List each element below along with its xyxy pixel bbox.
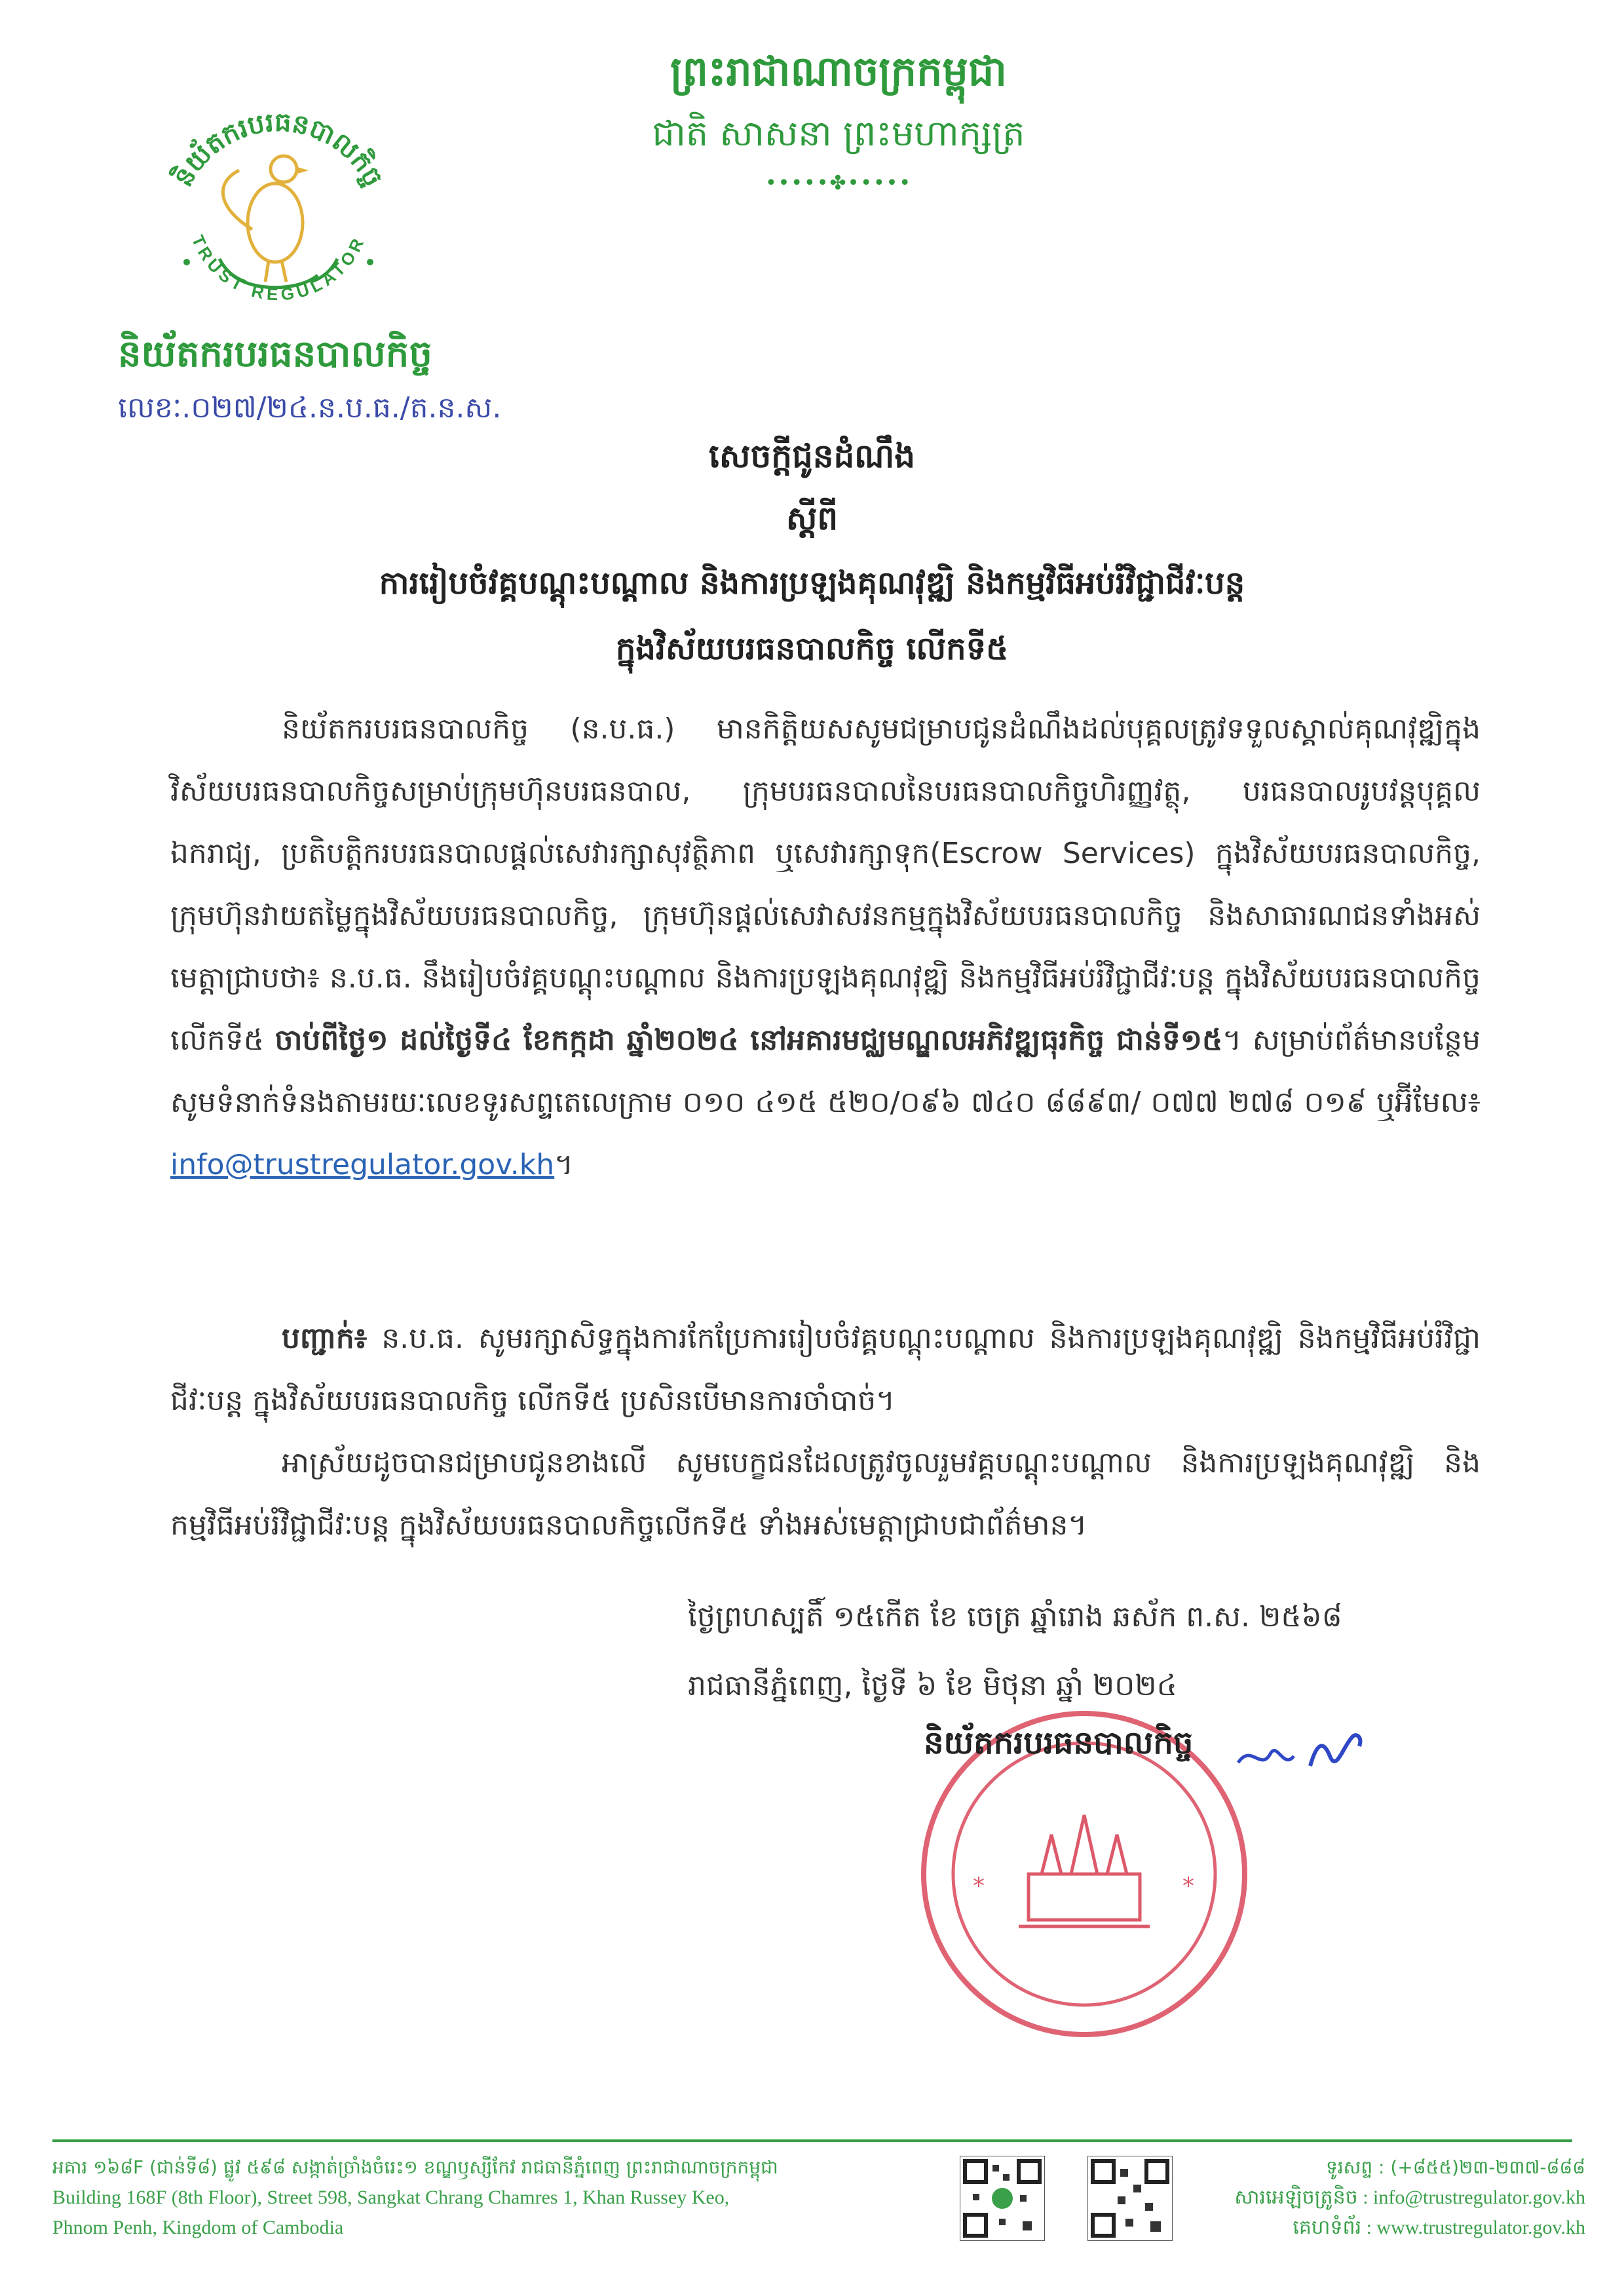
closing-paragraph: អាស្រ័យដូចបានជម្រាបជូនខាងលើ សូមបេក្ខជនដែលត្រូវចូលរួមវគ្គបណ្តុះបណ្តាល និងការប្រឡងគុណវុឌ្ឍិ និងកម្មវិធីអប់រំវិជ្ជាជីវៈបន្ត ក្នុងវិស័យបរធនបាលកិច្ចលើកទី៥ ទាំងអស់មេត្តាជ្រាបជាព័ត៌មាន។ — [170, 1446, 1481, 1542]
temple-icon — [1019, 1815, 1150, 1926]
footer-address — [52, 2152, 956, 2243]
body-paragraph-3 — [170, 1432, 1481, 1556]
handwritten-signature — [1232, 1717, 1376, 1789]
footer-contact — [1173, 2152, 1585, 2243]
body-paragraph-2 — [170, 1307, 1481, 1432]
address-english-line2: Phnom Penh, Kingdom of Cambodia — [52, 2217, 344, 2238]
footer-divider — [52, 2139, 1572, 2142]
footer-website[interactable]: គេហទំព័រ : www.trustregulator.gov.kh — [1293, 2217, 1585, 2238]
reference-number: លេខៈ.០២៧/២៤.ន.ប.ធ./ត.ន.ស. — [118, 391, 502, 425]
body-paragraph-1 — [170, 698, 1481, 1196]
contact-text: ។ សម្រាប់ព័ត៌មានបន្ថែម សូមទំនាក់ទំនងតាមរយៈលេខទូរសព្ទតេលេក្រាម ០១០ ៤១៥ ៥២០/០៩៦ ៧៤០ ៨៨៩៣/ ០៧៧ ២៧៨ ០១៩ ឬអ៊ីមែល៖ — [170, 1024, 1481, 1119]
logo-english-text: TRUST REGULATOR — [187, 232, 369, 305]
notice-title: សេចក្តីជូនដំណឹង — [709, 437, 915, 475]
bird-icon — [223, 156, 309, 282]
email-link[interactable]: info@trustregulator.gov.kh — [170, 1148, 555, 1181]
event-schedule: ចាប់ពីថ្ងៃ១ ដល់ថ្ងៃទី៤ ខែកក្កដា ឆ្នាំ២០២៤ នៅអគារមជ្ឈមណ្ឌលអភិវឌ្ឍធុរកិច្ច ជាន់ទី១៥ — [274, 1024, 1223, 1057]
notice-subject-line1: ការរៀបចំវគ្គបណ្តុះបណ្តាល និងការប្រឡងគុណវុឌ្ឍិ និងកម្មវិធីអប់រំវិជ្ជាជីវៈបន្ត — [379, 565, 1245, 602]
organization-name: និយ័តករបរធនបាលកិច្ច — [118, 333, 432, 375]
ornament-divider: •••••✤••••• — [765, 172, 913, 195]
qr-code-icon[interactable] — [960, 2156, 1045, 2241]
svg-text:*: * — [973, 1873, 985, 1900]
footer-email[interactable]: សារអេឡិចត្រូនិច : info@trustregulator.gov.kh — [1234, 2187, 1585, 2208]
signatory-org: និយ័តករបរធនបាលកិច្ច — [924, 1725, 1194, 1761]
svg-text:TRUST REGULATOR — [188, 232, 369, 304]
qr-code-icon[interactable] — [1087, 2156, 1173, 2241]
footer-phone: ទូរសព្ទ : (+៨៥៥)២៣-២៣៧-៨៨៨ — [1326, 2156, 1585, 2178]
note-text: ន.ប.ធ. សូមរក្សាសិទ្ធក្នុងការកែប្រែការរៀបចំវគ្គបណ្តុះបណ្តាល និងការប្រឡងគុណវុឌ្ឍិ និងកម្មវិធីអប់រំវិជ្ជាជីវៈបន្ត ក្នុងវិស័យបរធនបាលកិច្ច លើកទី៥ ប្រសិនបើមានការចាំបាច់។ — [170, 1322, 1481, 1417]
paragraph-text: និយ័តករបរធនបាលកិច្ច (ន.ប.ធ.) មានកិត្តិយសសូមជម្រាបជូនដំណឹងដល់បុគ្គលត្រូវទទួលស្គាល់គុណវុឌ្ឍិក្នុងវិស័យបរធនបាលកិច្ចសម្រាប់ក្រុមហ៊ុនបរធនបាល, ក្រុមបរធនបាលនៃបរធនបាលកិច្ចហិរញ្ញវត្ថុ, បរធនបាលរូបវន្តបុគ្គលឯករាជ្យ, ប្រតិបត្តិករបរធនបាលផ្តល់សេវារក្សាសុវត្ថិភាព ឬសេវារក្សាទុក(Escrow Services) ក្នុងវិស័យបរធនបាលកិច្ច, ក្រុមហ៊ុនវាយតម្លៃក្នុងវិស័យបរធនបាលកិច្ច, ក្រុមហ៊ុនផ្តល់សេវាសវនកម្មក្នុងវិស័យបរធនបាលកិច្ច និងសាធារណជនទាំងអស់មេត្តាជ្រាបថា៖ ន.ប.ធ. នឹងរៀបចំវគ្គបណ្តុះបណ្តាល និងការប្រឡងគុណវុឌ្ឍិ និងកម្មវិធីអប់រំវិជ្ជាជីវៈបន្ត ក្នុងវិស័យបរធនបាលកិច្ច លើកទី៥ — [170, 712, 1481, 1057]
kingdom-title: ព្រះរាជាណាចក្រកម្ពុជា — [670, 47, 1007, 95]
paragraph-end: ។ — [554, 1148, 574, 1181]
note-label: បញ្ជាក់៖ — [282, 1322, 368, 1355]
address-khmer: អគារ ១៦៨F (ជាន់ទី៨) ផ្លូវ ៥៩៨ សង្កាត់ច្រាំងចំរេះ១ ខណ្ឌឫស្សីកែវ រាជធានីភ្នំពេញ ព្រះរាជាណាចក្រកម្ពុជា — [52, 2156, 778, 2178]
notice-subject-line2: ក្នុងវិស័យបរធនបាលកិច្ច លើកទី៥ — [615, 630, 1009, 667]
logo-arc-text: និយ័តករបរធនបាលកិច្ច — [168, 107, 389, 192]
address-english-line1: Building 168F (8th Floor), Street 598, Sangkat Chrang Chamres 1, Khan Russey Keo, — [52, 2187, 730, 2208]
solar-date: រាជធានីភ្នំពេញ, ថ្ងៃទី ៦ ខែ មិថុនា ឆ្នាំ ២០២៤ — [688, 1669, 1177, 1702]
national-motto: ជាតិ សាសនា ព្រះមហាក្សត្រ — [652, 113, 1025, 154]
notice-subject-label: ស្តីពី — [785, 499, 839, 537]
trust-regulator-logo — [141, 92, 416, 341]
lunar-date: ថ្ងៃព្រហស្បតិ៍ ១៥កើត ខែ ចេត្រ ឆ្នាំរោង ឆស័ក ព.ស. ២៥៦៨ — [688, 1600, 1342, 1634]
svg-text:*: * — [1182, 1873, 1194, 1900]
